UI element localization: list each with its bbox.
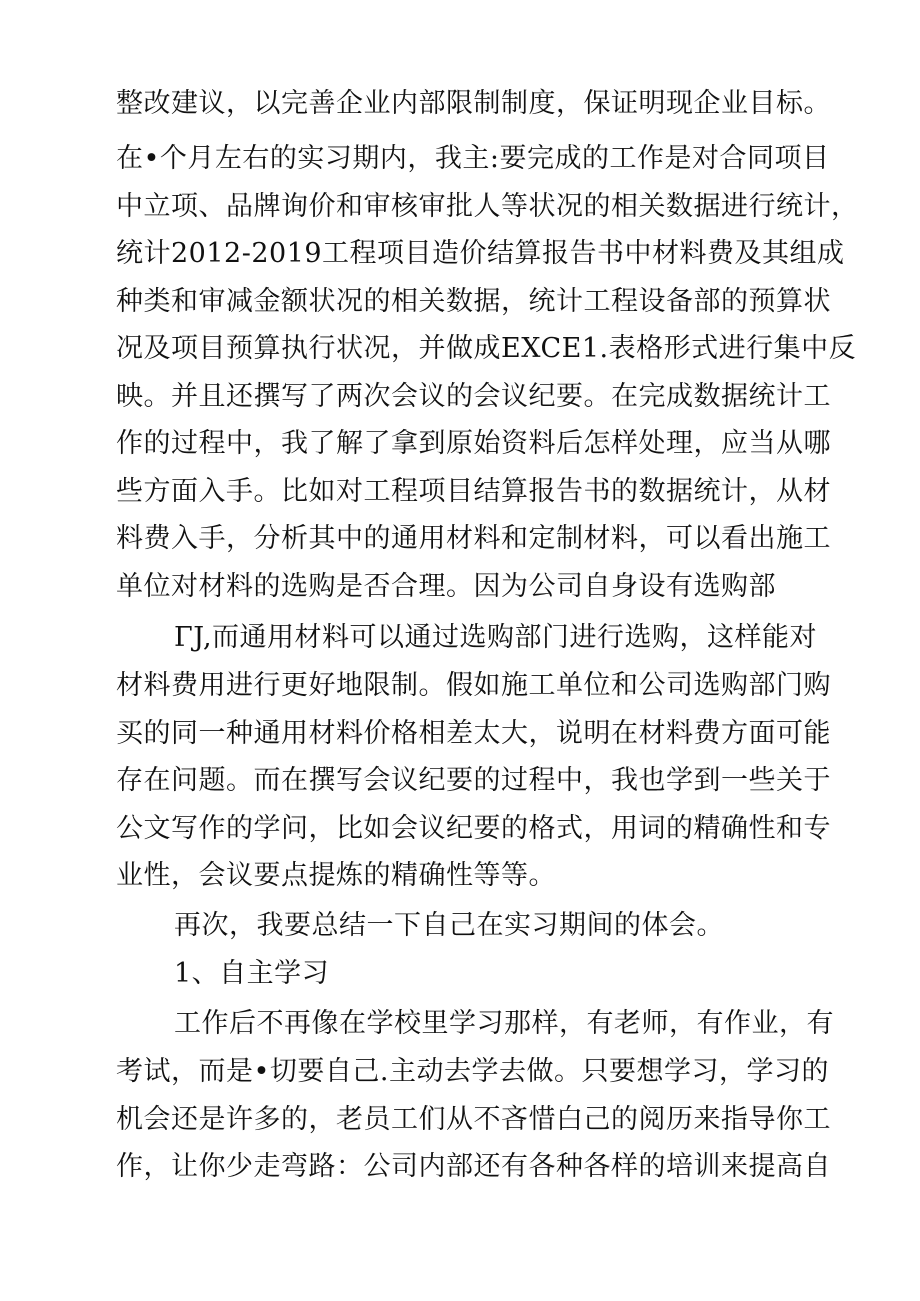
text-line: 映。并且还撰写了两次会议的会议纪要。在完成数据统计工 xyxy=(116,381,831,412)
section-intro: 再次，我要总结一下自己在实习期间的体会。 xyxy=(174,910,724,941)
text-line: 存在问题。而在撰写会议纪要的过程中，我也学到一些关于 xyxy=(116,765,831,796)
text-line: 材料费用进行更好地限制。假如施工单位和公司选购部门购 xyxy=(116,670,831,701)
text-line: 种类和审减金额状况的相关数据，统计工程设备部的预算状 xyxy=(116,286,831,317)
text-line: 统计2012-2019工程项目造价结算报告书中材料费及其组成 xyxy=(116,238,845,269)
text-line: 作的过程中，我了解了拿到原始资料后怎样处理，应当从哪 xyxy=(116,428,831,459)
text-line: 机会还是许多的，老员工们从不吝惜白己的阅历来指导你工 xyxy=(116,1104,831,1135)
text-line: 业性，会议要点提炼的精确性等等。 xyxy=(116,860,556,891)
text-line: 单位对材料的选购是否合理。因为公司自身设有选购部 xyxy=(116,571,776,602)
text-line: 在•个月左右的实习期内，我主:要完成的工作是对合同项目 xyxy=(116,143,830,174)
text-line: 买的同一种通用材料价格相差太大，说明在材料费方面可能 xyxy=(116,718,831,749)
section-heading: 1、自主学习 xyxy=(174,958,330,989)
text-line: 些方面入手。比如对工程项目结算报告书的数据统计，从材 xyxy=(116,476,831,507)
text-line: 作，让你少走弯路：公司内部还有各种各样的培训来提高自 xyxy=(116,1151,831,1182)
text-line: 中立项、品牌询价和审核审批人等状况的相关数据进行统计， xyxy=(116,191,859,222)
text-line: 公文写作的学问，比如会议纪要的格式，用词的精确性和专 xyxy=(116,813,831,844)
text-line: 工作后不再像在学校里学习那样，有老师，有作业，有 xyxy=(174,1008,834,1039)
text-line: 考试，而是•切要自己.主动去学去做。只要想学习，学习的 xyxy=(116,1056,830,1087)
text-line: ΓJ,而通用材料可以通过选购部门进行选购，这样能对 xyxy=(174,622,818,653)
text-line: 料费入手，分析其中的通用材料和定制材料，可以看出施工 xyxy=(116,523,831,554)
text-line: 整改建议，以完善企业内部限制制度，保证明现企业目标。 xyxy=(116,88,831,119)
text-line: 况及项目预算执行状况，并做成EXCE1.表格形式进行集中反 xyxy=(116,333,857,364)
